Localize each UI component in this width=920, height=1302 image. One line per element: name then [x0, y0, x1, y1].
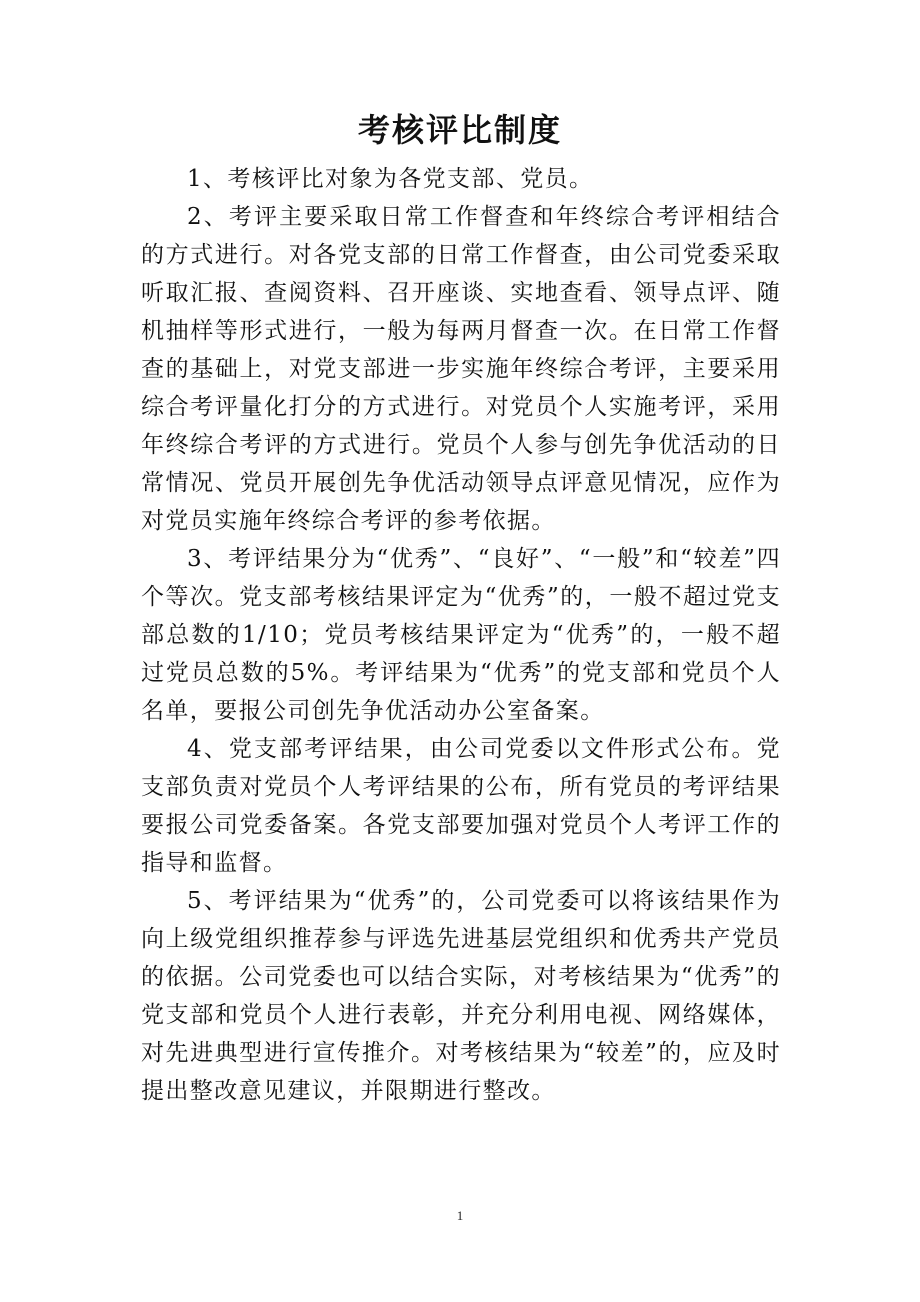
paragraph-4: 4、党支部考评结果，由公司党委以文件形式公布。党支部负责对党员个人考评结果的公布，所有党员的考评结果要报公司党委备案。各党支部要加强对党员个人考评工作的指导和监督。	[141, 736, 781, 876]
page-number: 1	[456, 1208, 464, 1223]
paragraph-1: 1、考核评比对象为各党支部、党员。	[187, 166, 594, 192]
document-title: 考核评比制度	[357, 111, 562, 149]
paragraph-3: 3、考评结果分为“优秀”、“良好”、“一般”和“较差”四个等次。党支部考核结果评定为“优秀”的，一般不超过党支部总数的1/10；党员考核结果评定为“优秀”的，一般不超过党员总数的5%。考评结果为“优秀”的党支部和党员个人名单，要报公司创先争优活动办公室备案。	[141, 546, 781, 724]
document-body	[141, 160, 781, 1110]
paragraph-5: 5、考评结果为“优秀”的，公司党委可以将该结果作为向上级党组织推荐参与评选先进基层党组织和优秀共产党员的依据。公司党委也可以结合实际，对考核结果为“优秀”的党支部和党员个人进行表彰，并充分利用电视、网络媒体，对先进典型进行宣传推介。对考核结果为“较差”的，应及时提出整改意见建议，并限期进行整改。	[141, 888, 781, 1104]
paragraph-2: 2、考评主要采取日常工作督查和年终综合考评相结合的方式进行。对各党支部的日常工作督查，由公司党委采取听取汇报、查阅资料、召开座谈、实地查看、领导点评、随机抽样等形式进行，一般为每两月督查一次。在日常工作督查的基础上，对党支部进一步实施年终综合考评，主要采用综合考评量化打分的方式进行。对党员个人实施考评，采用年终综合考评的方式进行。党员个人参与创先争优活动的日常情况、党员开展创先争优活动领导点评意见情况，应作为对党员实施年终综合考评的参考依据。	[141, 204, 781, 534]
